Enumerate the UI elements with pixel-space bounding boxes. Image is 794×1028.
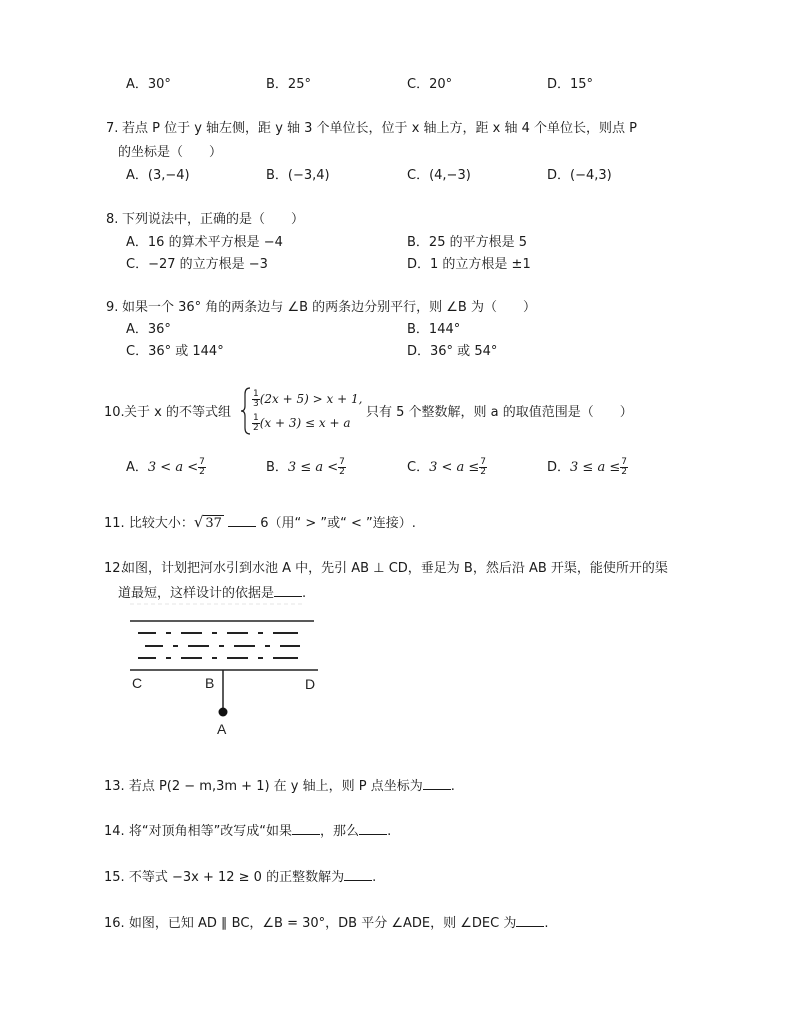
q8-number: 8. [106, 212, 119, 227]
q12-label-b: B [205, 675, 215, 691]
q10-system-brace [240, 386, 252, 436]
q10-ineq2-fraction: $\frac{1}{2}$ [253, 413, 259, 433]
question-16 [104, 914, 549, 933]
q16-number: 16. [104, 916, 125, 931]
question-14 [104, 822, 391, 841]
q9-stem: 如果一个 36° 角的两条边与 ∠B 的两条边分别平行，则 ∠B 为（ ） [122, 300, 536, 315]
q13-before: 若点 P(2 − m,3m + 1) 在 y 轴上，则 P 点坐标为 [128, 779, 423, 794]
q9-option-b: B．144° [407, 322, 461, 337]
question-13 [104, 777, 455, 796]
q14-answer-blank-2[interactable] [359, 822, 387, 835]
q14-number: 14. [104, 824, 125, 839]
q8-option-c: C．−27 的立方根是 −3 [126, 257, 268, 272]
q11-after: 6（用“ > ”或“ < ”连接）. [260, 516, 416, 531]
q13-number: 13. [104, 779, 125, 794]
q6-option-d: D．15° [547, 77, 594, 92]
q10-stem-before: 关于 x 的不等式组 [124, 405, 231, 420]
q8-stem: 下列说法中，正确的是（ ） [122, 212, 305, 227]
q14-before: 将“对顶角相等”改写成“如果 [128, 824, 293, 839]
q12-label-d: D [305, 676, 316, 692]
q7-option-b: B．(−3,4) [266, 168, 330, 183]
q10-option-d: D．3 ≤ a ≤ $\frac{7}{2}$ [547, 457, 627, 477]
q10-stem-after: 只有 5 个整数解，则 a 的取值范围是（ ） [366, 405, 633, 420]
q11-before: 比较大小： [128, 516, 194, 531]
q14-after: . [387, 824, 392, 839]
q12-water-dashes [138, 633, 300, 658]
q12-river-figure [118, 600, 328, 740]
q10-option-b: B．3 ≤ a < $\frac{7}{2}$ [266, 457, 345, 477]
q14-middle: ，那么 [320, 824, 360, 839]
q10-inequality-1: $\frac{1}{3}$ (2x + 5) > x + 1, [253, 389, 363, 409]
question-15 [104, 868, 376, 887]
q13-answer-blank[interactable] [423, 777, 451, 790]
q8-option-d: D．1 的立方根是 ±1 [407, 257, 531, 272]
q10-ineq1-fraction: $\frac{1}{3}$ [253, 389, 259, 409]
q6-option-c: C．20° [407, 77, 453, 92]
q16-answer-blank[interactable] [516, 914, 544, 927]
q7-option-a: A．(3,−4) [126, 168, 190, 183]
q12-answer-blank[interactable] [274, 584, 302, 597]
q9-number: 9. [106, 300, 119, 315]
q12-label-c: C [132, 675, 143, 691]
q7-option-c: C．(4,−3) [407, 168, 471, 183]
q8-option-b: B．25 的平方根是 5 [407, 235, 527, 250]
q10-inequality-2: $\frac{1}{2}$ (x + 3) ≤ x + a [253, 413, 351, 433]
q10-number: 10. [104, 405, 125, 420]
q15-answer-blank[interactable] [344, 868, 372, 881]
q10-option-c: C．3 < a ≤ $\frac{7}{2}$ [407, 457, 487, 477]
q7-stem-line1: 若点 P 位于 y 轴左侧，距 y 轴 3 个单位长，位于 x 轴上方，距 x 轴 4 个单位长，则点 P [122, 121, 637, 136]
q14-answer-blank-1[interactable] [292, 822, 320, 835]
q10-option-a: A．3 < a < $\frac{7}{2}$ [126, 457, 205, 477]
q12-label-a: A [217, 721, 227, 737]
q11-number: 11. [104, 516, 125, 531]
q16-after: . [544, 916, 549, 931]
q12-line2: 道最短，这样设计的依据是 . [118, 586, 307, 601]
q7-number: 7. [106, 121, 119, 136]
q7-option-d: D．(−4,3) [547, 168, 612, 183]
q8-option-a: A．16 的算术平方根是 −4 [126, 235, 283, 250]
q9-option-c: C．36° 或 144° [126, 344, 224, 359]
q15-after: . [372, 870, 377, 885]
q12-number: 12. [104, 561, 125, 576]
q9-option-d: D．36° 或 54° [407, 344, 498, 359]
q11-sqrt: √ 37 [193, 513, 222, 531]
question-11 [104, 513, 416, 533]
q13-after: . [450, 779, 455, 794]
q15-number: 15. [104, 870, 125, 885]
q11-answer-blank[interactable] [228, 514, 256, 527]
q12-point-a [219, 708, 228, 717]
q9-option-a: A．36° [126, 322, 171, 337]
q15-before: 不等式 −3x + 12 ≥ 0 的正整数解为 [128, 870, 345, 885]
q6-option-b: B．25° [266, 77, 311, 92]
q12-line1: 如图，计划把河水引到水池 A 中，先引 AB ⊥ CD，垂足为 B，然后沿 AB 开渠，能使所开的渠 [122, 561, 668, 576]
q7-stem-line2: 的坐标是（ ） [118, 145, 223, 160]
q16-before: 如图，已知 AD ∥ BC，∠B = 30°，DB 平分 ∠ADE，则 ∠DEC 为 [128, 916, 517, 931]
q6-option-a: A．30° [126, 77, 171, 92]
